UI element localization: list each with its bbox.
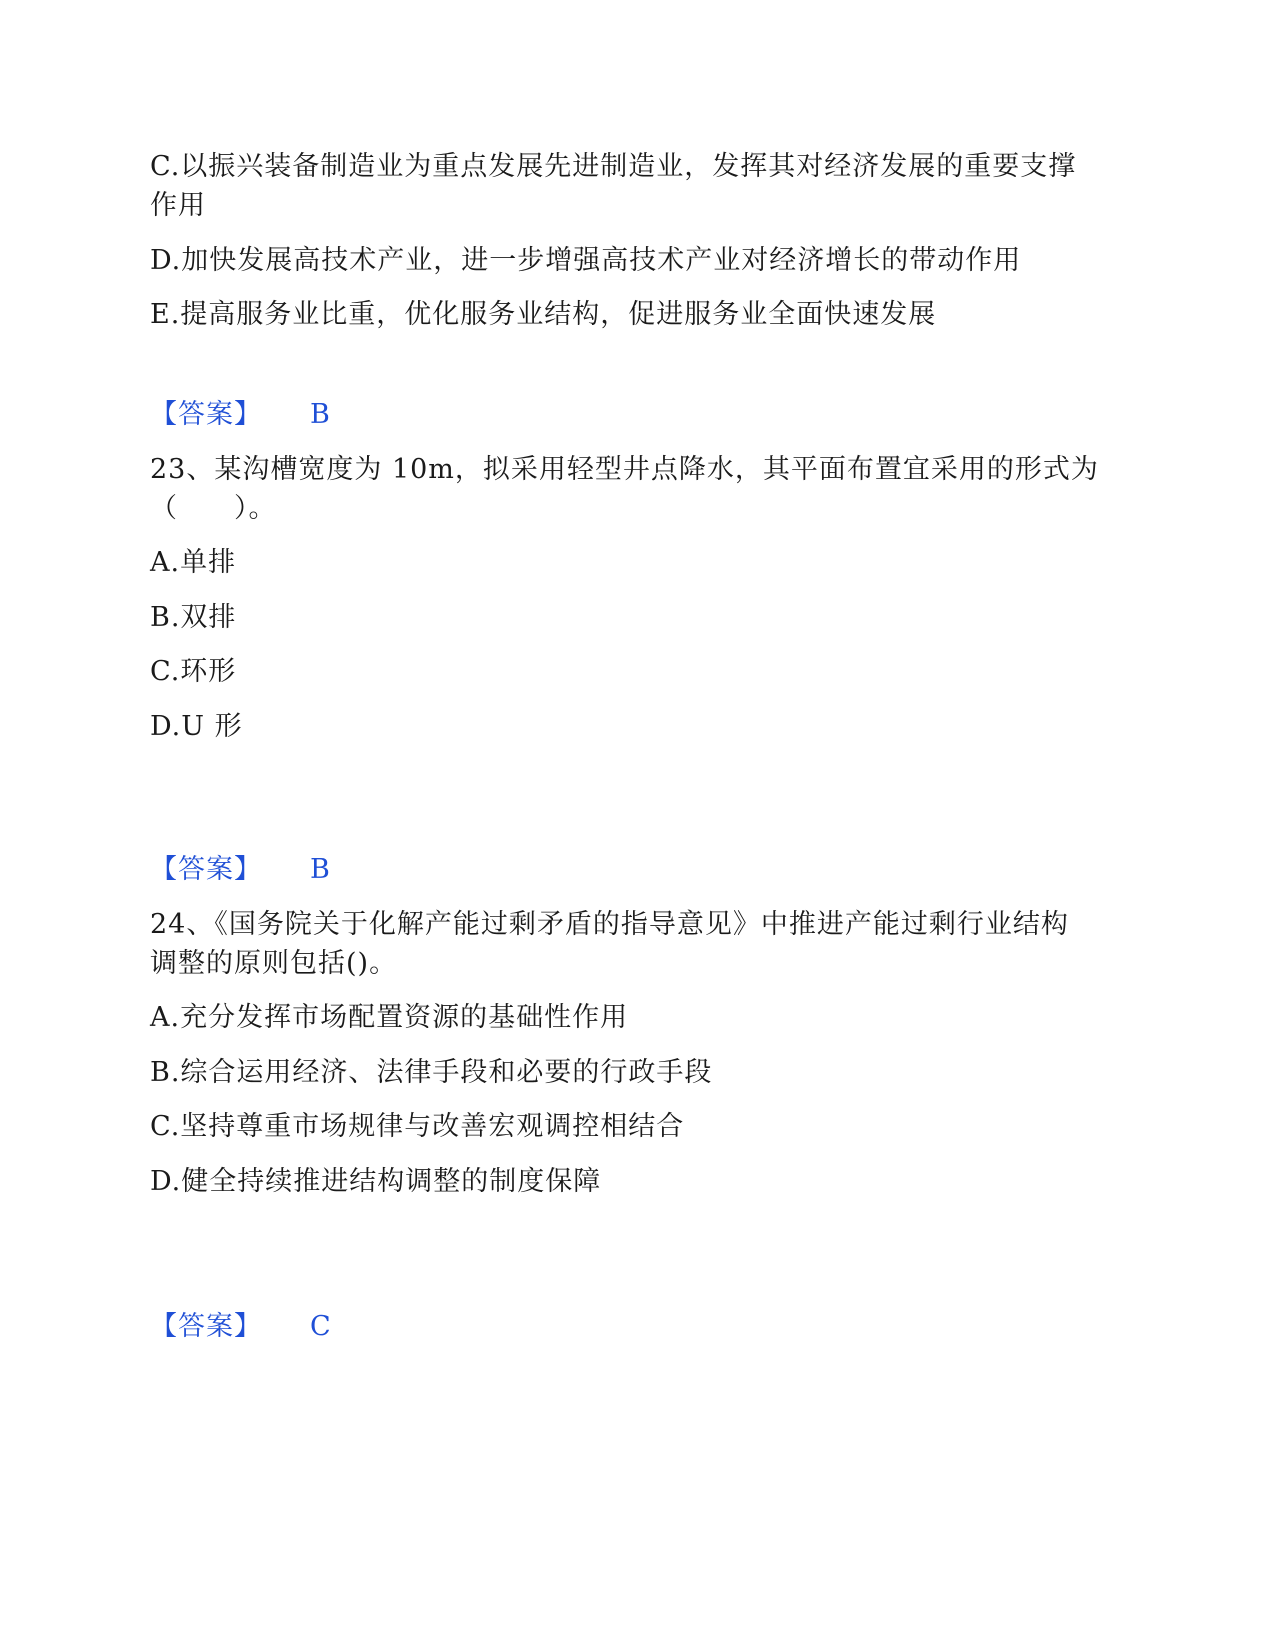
q23-option-d: D.U 形 <box>150 711 243 742</box>
q23-option-b: B.双排 <box>150 602 237 633</box>
q23-option-c: C.环形 <box>150 656 237 687</box>
answer-label: 【答案】 <box>150 1311 262 1342</box>
q22-option-d: D.加快发展高技术产业，进一步增强高技术产业对经济增长的带动作用 <box>150 245 1022 276</box>
q24-option-a: A.充分发挥市场配置资源的基础性作用 <box>150 1002 629 1033</box>
q24-stem-line2: 调整的原则包括()。 <box>150 948 398 979</box>
q24-option-b: B.综合运用经济、法律手段和必要的行政手段 <box>150 1057 713 1088</box>
q22-option-c-line2: 作用 <box>150 190 206 221</box>
q23-stem-line2: （ ）。 <box>150 493 277 524</box>
q23-stem-line1: 23、某沟槽宽度为 10m，拟采用轻型井点降水，其平面布置宜采用的形式为 <box>150 454 1099 485</box>
q24-option-c: C.坚持尊重市场规律与改善宏观调控相结合 <box>150 1111 685 1142</box>
q22-option-e: E.提高服务业比重，优化服务业结构，促进服务业全面快速发展 <box>150 299 937 330</box>
q22-option-c-line1: C.以振兴装备制造业为重点发展先进制造业，发挥其对经济发展的重要支撑 <box>150 151 1077 182</box>
answer-label: 【答案】 <box>150 399 262 430</box>
q24-option-d: D.健全持续推进结构调整的制度保障 <box>150 1166 602 1197</box>
answer-label: 【答案】 <box>150 854 262 885</box>
q23-answer <box>150 850 1130 890</box>
answer-value: B <box>310 854 331 885</box>
answer-value: C <box>310 1311 332 1342</box>
q22-answer <box>150 395 1130 435</box>
q23-option-a: A.单排 <box>150 547 237 578</box>
q24-stem-line1: 24、《国务院关于化解产能过剩矛盾的指导意见》中推进产能过剩行业结构 <box>150 909 1069 940</box>
answer-value: B <box>310 399 331 430</box>
q24-answer <box>150 1307 1130 1347</box>
